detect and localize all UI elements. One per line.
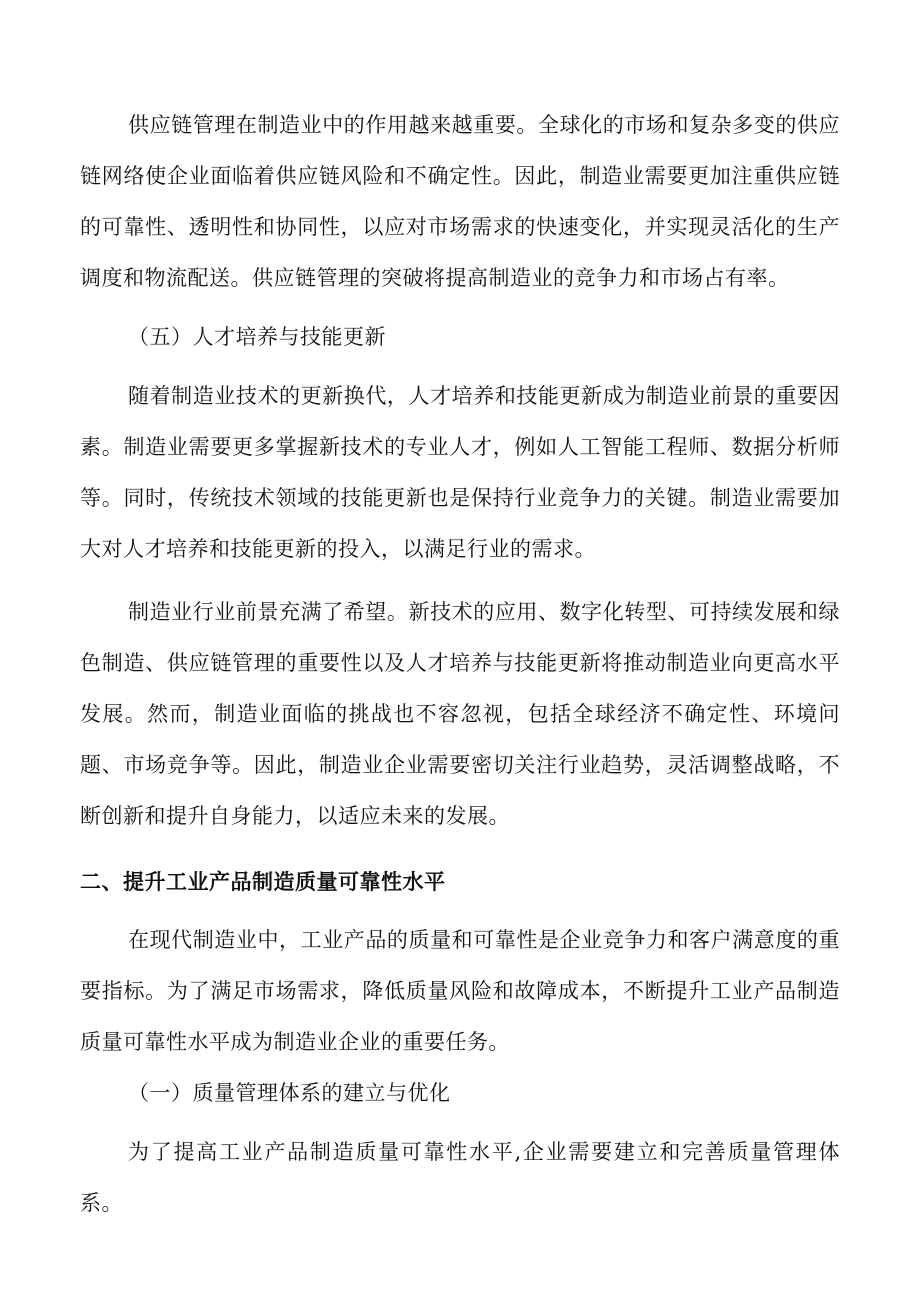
subheading-quality-system: （一）质量管理体系的建立与优化 <box>128 1081 451 1105</box>
document-page <box>80 100 840 1229</box>
paragraph-talent: 随着制造业技术的更新换代，人才培养和技能更新成为制造业前景的重要因素。制造业需要更多掌握新技术的专业人才，例如人工智能工程师、数据分析师等。同时，传统技术领域的技能更新也是保持行业竞争力的关键。制造业需要加大对人才培养和技能更新的投入，以满足行业的需求。 <box>80 384 840 561</box>
paragraph-outlook: 制造业行业前景充满了希望。新技术的应用、数字化转型、可持续发展和绿色制造、供应链管理的重要性以及人才培养与技能更新将推动制造业向更高水平发展。然而，制造业面临的挑战也不容忽视，包括全球经济不确定性、环境问题、市场竞争等。因此，制造业企业需要密切关注行业趋势，灵活调整战略，不断创新和提升自身能力，以适应未来的发展。 <box>80 600 840 828</box>
paragraph-quality-system: 为了提高工业产品制造质量可靠性水平,企业需要建立和完善质量管理体系。 <box>80 1140 840 1215</box>
paragraph-supply-chain: 供应链管理在制造业中的作用越来越重要。全球化的市场和复杂多变的供应链网络使企业面临着供应链风险和不确定性。因此，制造业需要更加注重供应链的可靠性、透明性和协同性，以应对市场需求的快速变化，并实现灵活化的生产调度和物流配送。供应链管理的突破将提高制造业的竞争力和市场占有率。 <box>80 113 840 290</box>
section-heading-quality: 二、提升工业产品制造质量可靠性水平 <box>80 869 446 894</box>
subheading-talent: （五）人才培养与技能更新 <box>128 325 386 349</box>
paragraph-quality-intro: 在现代制造业中，工业产品的质量和可靠性是企业竞争力和客户满意度的重要指标。为了满足市场需求，降低质量风险和故障成本，不断提升工业产品制造质量可靠性水平成为制造业企业的重要任务。 <box>80 928 840 1054</box>
